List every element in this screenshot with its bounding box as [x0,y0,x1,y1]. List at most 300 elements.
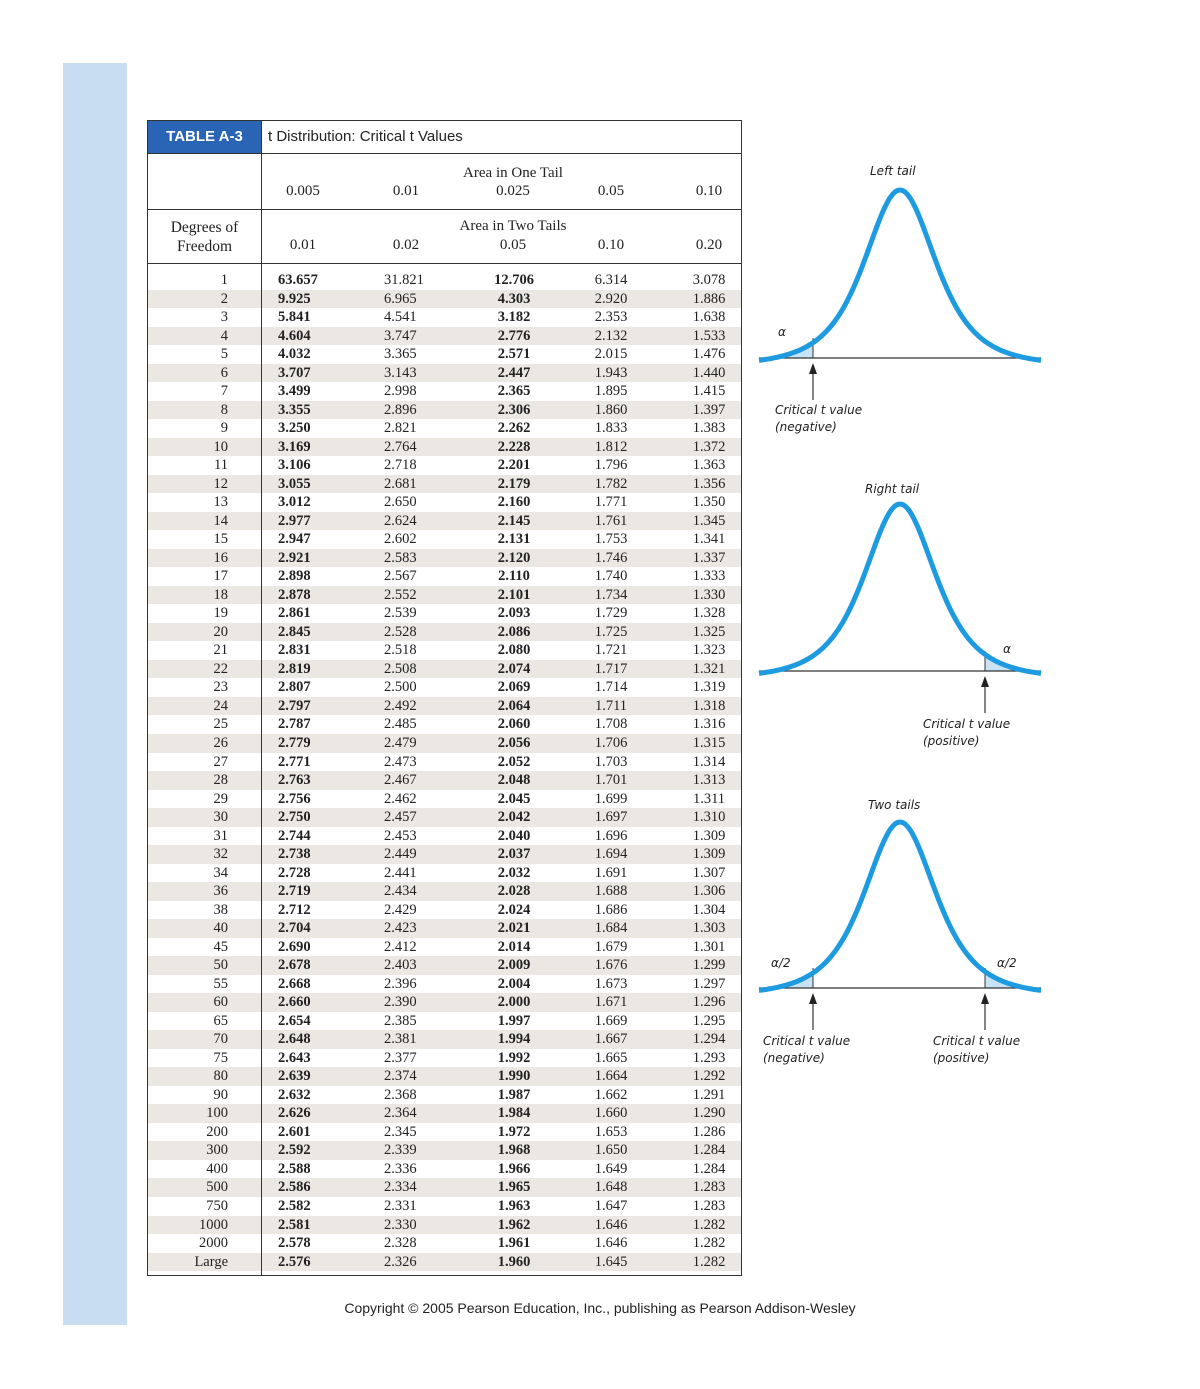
critical-value-cell: 1.350 [692,494,726,511]
critical-value-cell: 2.364 [384,1105,417,1122]
two-tails-caption-right-line2: (positive) [933,1051,990,1065]
critical-value-cell: 1.328 [692,605,726,622]
critical-value-cell: 1.301 [692,938,726,955]
critical-value-cell: 12.706 [494,272,534,288]
critical-value-cell: 2.750 [278,809,311,826]
df-cell: 75 [213,1049,228,1066]
df-cell: 300 [206,1142,228,1159]
df-cell: 27 [213,753,228,770]
critical-value-cell: 2.015 [594,346,628,363]
df-cell: 23 [213,679,228,696]
critical-value-cell: 2.048 [497,772,531,789]
critical-value-cell: 1.649 [594,1160,628,1177]
critical-value-cell: 2.508 [384,660,417,677]
row-band [148,512,741,531]
critical-value-cell: 2.764 [384,438,417,455]
critical-value-cell: 1.397 [692,401,726,418]
critical-value-cell: 2.771 [278,753,311,770]
critical-value-cell: 4.032 [278,346,311,363]
critical-value-cell: 2.977 [278,512,311,529]
two-tails-figure [755,790,1045,1080]
critical-value-cell: 4.541 [384,309,417,326]
critical-value-cell: 2.602 [384,531,417,548]
critical-value-cell: 2.434 [384,883,417,900]
left-tail-arrow-head [809,363,817,374]
critical-value-cell: 1.299 [692,957,726,974]
critical-value-cell: 2.328 [384,1235,417,1252]
critical-value-cell: 1.283 [692,1179,726,1196]
critical-value-cell: 2.000 [497,994,531,1011]
critical-value-cell: 2.776 [497,327,531,344]
two-tails-caption-left [763,1033,850,1067]
critical-value-cell: 2.518 [384,642,417,659]
critical-value-cell: 2.009 [497,957,531,974]
critical-value-cell: 1.294 [692,1031,726,1048]
critical-value-cell: 6.965 [384,290,417,307]
right-tail-alpha: α [1003,642,1011,656]
df-cell: 21 [213,642,228,659]
critical-value-cell: 2.228 [497,438,531,455]
critical-value-cell: 2.045 [497,790,531,807]
critical-value-cell: 1.943 [594,364,628,381]
df-column-divider [261,121,262,1275]
critical-value-cell: 2.797 [278,697,311,714]
critical-value-cell: 1.701 [594,772,628,789]
critical-value-cell: 2.668 [278,975,311,992]
critical-value-cell: 1.283 [692,1198,726,1214]
critical-value-cell: 1.667 [594,1031,628,1048]
critical-value-cell: 2.441 [384,864,417,881]
df-cell: 45 [213,938,228,955]
critical-value-cell: 1.316 [692,716,726,733]
critical-value-cell: 1.968 [497,1142,531,1159]
df-label [148,218,261,256]
row-band [148,1067,741,1086]
df-cell: 22 [213,660,228,677]
critical-value-cell: 2.744 [278,827,311,844]
critical-value-cell: 2.492 [384,697,417,714]
critical-value-cell: 2.821 [384,420,417,437]
critical-value-cell: 2.479 [384,735,417,751]
df-cell: 20 [213,623,228,640]
critical-value-cell: 2.947 [278,531,311,548]
df-cell: 1 [220,272,228,288]
critical-value-cell: 2.024 [497,901,531,918]
critical-value-cell: 1.987 [497,1086,531,1103]
critical-value-cell: 1.533 [692,327,726,344]
df-cell: 31 [213,827,228,844]
critical-value-cell: 2.581 [278,1216,311,1233]
critical-value-cell: 5.841 [278,309,311,326]
critical-value-cell: 2.639 [278,1068,311,1085]
row-band [148,1141,741,1160]
critical-value-cell: 3.707 [278,364,311,381]
row-band [148,660,741,679]
critical-value-cell: 2.429 [384,901,417,918]
critical-value-cell: 2.353 [594,309,628,326]
critical-value-cell: 1.372 [692,438,726,455]
critical-value-cell: 1.771 [594,494,628,511]
critical-value-cell: 2.552 [384,586,417,603]
critical-value-cell: 2.334 [384,1179,417,1196]
df-cell: 8 [220,401,228,418]
critical-value-cell: 2.374 [384,1068,417,1085]
critical-value-cell: 2.064 [497,697,531,714]
df-cell: Large [194,1253,228,1270]
critical-value-cell: 2.473 [384,753,417,770]
table-title-row [148,121,741,154]
critical-value-cell: 1.304 [692,901,726,918]
critical-value-cell: 1.782 [594,475,628,492]
row-band [148,734,741,753]
critical-value-cell: 2.069 [497,679,531,696]
critical-value-cell: 2.201 [497,457,531,474]
critical-value-cell: 3.078 [692,272,726,288]
critical-value-cell: 3.055 [278,475,311,492]
critical-value-cell: 3.747 [384,327,417,344]
critical-value-cell: 2.681 [384,475,417,492]
critical-value-cell: 1.293 [692,1049,726,1066]
row-band [148,290,741,309]
critical-value-cell: 1.292 [692,1068,726,1085]
critical-value-cell: 1.337 [692,549,726,566]
right-tail-title: Right tail [865,482,920,496]
df-cell: 29 [213,790,228,807]
critical-value-cell: 2.086 [497,623,531,640]
critical-value-cell: 1.699 [594,790,628,807]
critical-value-cell: 2.179 [497,475,531,492]
critical-value-cell: 2.528 [384,623,417,640]
critical-value-cell: 1.679 [594,938,628,955]
left-tail-caption-line1: Critical t value [775,403,863,417]
critical-value-cell: 2.052 [497,753,531,770]
critical-value-cell: 2.787 [278,716,311,733]
critical-value-cell: 1.671 [594,994,628,1011]
df-cell: 80 [213,1068,228,1085]
critical-value-cell: 2.145 [497,512,531,529]
two-tail-value: 0.10 [597,237,625,253]
critical-value-cell: 2.080 [497,642,531,659]
critical-value-cell: 3.250 [278,420,311,437]
critical-value-cell: 2.365 [497,383,531,400]
critical-value-cell: 3.169 [278,438,311,455]
df-cell: 60 [213,994,228,1011]
critical-value-cell: 1.330 [692,586,726,603]
critical-value-cell: 1.333 [692,568,726,585]
critical-value-cell: 1.708 [594,716,628,733]
row-band [148,1178,741,1197]
df-cell: 5 [220,346,228,363]
critical-value-cell: 1.307 [692,864,726,881]
df-cell: 24 [213,697,228,714]
df-label-line2: Freedom [176,238,233,255]
critical-value-cell: 2.120 [497,549,531,566]
right-tail-caption [923,716,1010,750]
one-tail-value: 0.01 [392,183,420,199]
critical-value-cell: 1.665 [594,1049,628,1066]
df-cell: 38 [213,901,228,918]
left-tail-curve [759,190,1041,360]
critical-value-cell: 2.588 [278,1160,311,1177]
two-tail-value: 0.01 [289,237,317,253]
critical-value-cell: 1.721 [594,642,628,659]
critical-value-cell: 2.998 [384,383,417,400]
df-cell: 750 [206,1198,228,1214]
critical-value-cell: 1.323 [692,642,726,659]
critical-value-cell: 9.925 [278,290,311,307]
critical-value-cell: 2.756 [278,790,311,807]
critical-value-cell: 1.860 [594,401,628,418]
critical-value-cell: 2.539 [384,605,417,622]
df-cell: 11 [214,457,228,474]
critical-value-cell: 1.295 [692,1012,726,1029]
df-cell: 50 [213,957,228,974]
critical-value-cell: 2.567 [384,568,417,585]
critical-value-cell: 1.714 [594,679,628,696]
critical-value-cell: 2.660 [278,994,311,1011]
critical-value-cell: 2.738 [278,846,311,863]
critical-value-cell: 6.314 [594,272,628,288]
two-tails-caption-right [933,1033,1020,1067]
critical-value-cell: 1.664 [594,1068,628,1085]
critical-value-cell: 1.415 [692,383,726,400]
left-tail-caption-line2: (negative) [775,420,837,434]
df-cell: 14 [213,512,228,529]
critical-value-cell: 1.341 [692,531,726,548]
critical-value-cell: 1.319 [692,679,726,696]
critical-value-cell: 1.318 [692,697,726,714]
critical-value-cell: 1.833 [594,420,628,437]
critical-value-cell: 1.647 [594,1198,628,1214]
critical-value-cell: 1.990 [497,1068,531,1085]
critical-value-cell: 4.303 [497,290,531,307]
critical-value-cell: 3.143 [384,364,417,381]
critical-value-cell: 1.345 [692,512,726,529]
one-tail-label: Area in One Tail [463,165,563,181]
critical-value-cell: 2.626 [278,1105,311,1122]
two-tails-arrow-head-left [809,993,817,1004]
row-band [148,771,741,790]
critical-value-cell: 1.669 [594,1012,628,1029]
critical-value-cell: 1.812 [594,438,628,455]
two-tails-arrow-head-right [981,993,989,1004]
critical-value-cell: 2.763 [278,772,311,789]
critical-value-cell: 2.368 [384,1086,417,1103]
two-tail-label: Area in Two Tails [459,218,567,234]
critical-value-cell: 2.586 [278,1179,311,1196]
side-band [63,63,127,1325]
critical-value-cell: 2.306 [497,401,531,418]
critical-value-cell: 3.012 [278,494,311,511]
critical-value-cell: 2.601 [278,1123,311,1140]
critical-value-cell: 63.657 [278,272,318,288]
critical-value-cell: 2.423 [384,920,417,937]
df-cell: 18 [213,586,228,603]
critical-value-cell: 2.385 [384,1012,417,1029]
two-tail-value: 0.05 [499,237,527,253]
critical-value-cell: 2.704 [278,920,311,937]
critical-value-cell: 2.462 [384,790,417,807]
critical-value-cell: 1.363 [692,457,726,474]
row-band [148,993,741,1012]
row-band [148,956,741,975]
critical-value-cell: 2.650 [384,494,417,511]
critical-value-cell: 1.296 [692,994,726,1011]
critical-value-cell: 2.896 [384,401,417,418]
df-cell: 55 [213,975,228,992]
critical-value-cell: 2.500 [384,679,417,696]
df-cell: 7 [220,383,228,400]
critical-value-cell: 1.984 [497,1105,531,1122]
row-band [148,586,741,605]
critical-value-cell: 2.042 [497,809,531,826]
critical-value-cell: 3.499 [278,383,311,400]
row-band [148,1253,741,1272]
one-tail-value: 0.025 [496,183,530,199]
df-cell: 19 [213,605,228,622]
critical-value-cell: 2.624 [384,512,417,529]
critical-value-cell: 1.290 [692,1105,726,1122]
df-cell: 10 [213,438,228,455]
critical-value-cell: 1.729 [594,605,628,622]
critical-value-cell: 2.262 [497,420,531,437]
critical-value-cell: 1.703 [594,753,628,770]
critical-value-cell: 1.746 [594,549,628,566]
critical-value-cell: 1.303 [692,920,726,937]
critical-value-cell: 1.315 [692,735,726,751]
critical-value-cell: 1.284 [692,1142,726,1159]
critical-value-cell: 1.740 [594,568,628,585]
critical-value-cell: 2.336 [384,1160,417,1177]
critical-value-cell: 2.345 [384,1123,417,1140]
df-cell: 25 [213,716,228,733]
critical-value-cell: 1.286 [692,1123,726,1140]
critical-value-cell: 2.719 [278,883,311,900]
critical-value-cell: 2.807 [278,679,311,696]
df-cell: 2000 [199,1235,228,1252]
critical-value-cell: 3.355 [278,401,311,418]
critical-value-cell: 1.725 [594,623,628,640]
critical-value-cell: 1.963 [497,1198,531,1214]
critical-value-cell: 2.920 [594,290,628,307]
critical-value-cell: 1.686 [594,901,628,918]
critical-value-cell: 2.412 [384,938,417,955]
left-tail-graph [755,160,1045,440]
df-cell: 400 [206,1160,228,1177]
critical-value-cell: 2.326 [384,1253,417,1270]
critical-value-cell: 1.284 [692,1160,726,1177]
table-title: t Distribution: Critical t Values [268,128,463,145]
right-tail-caption-line2: (positive) [923,734,980,748]
critical-value-cell: 1.282 [692,1235,726,1252]
df-cell: 100 [206,1105,228,1122]
critical-value-cell: 1.992 [497,1049,531,1066]
critical-value-cell: 1.706 [594,735,628,751]
critical-value-cell: 1.306 [692,883,726,900]
df-cell: 500 [206,1179,228,1196]
df-cell: 40 [213,920,228,937]
left-tail-alpha: α [778,325,786,339]
critical-value-cell: 31.821 [384,272,424,288]
critical-value-cell: 2.037 [497,846,531,863]
critical-value-cell: 2.578 [278,1235,311,1252]
critical-value-cell: 2.648 [278,1031,311,1048]
critical-value-cell: 2.390 [384,994,417,1011]
df-cell: 15 [213,531,228,548]
critical-value-cell: 1.383 [692,420,726,437]
critical-value-cell: 2.583 [384,549,417,566]
critical-value-cell: 2.457 [384,809,417,826]
row-band [148,475,741,494]
critical-value-cell: 1.653 [594,1123,628,1140]
df-cell: 13 [213,494,228,511]
critical-value-cell: 2.396 [384,975,417,992]
critical-value-cell: 1.356 [692,475,726,492]
critical-value-cell: 2.632 [278,1086,311,1103]
left-tail-title: Left tail [870,164,916,178]
critical-value-cell: 2.447 [497,364,531,381]
df-cell: 4 [220,327,228,344]
critical-value-cell: 2.712 [278,901,311,918]
critical-value-cell: 1.972 [497,1123,531,1140]
df-label-line1: Degrees of [170,219,239,236]
critical-value-cell: 2.331 [384,1198,417,1214]
critical-value-cell: 2.056 [497,735,531,751]
df-cell: 26 [213,735,228,751]
critical-value-cell: 2.571 [497,346,531,363]
critical-value-cell: 1.691 [594,864,628,881]
critical-value-cell: 1.960 [497,1253,531,1270]
critical-value-cell: 2.110 [498,568,530,585]
critical-value-cell: 2.060 [497,716,531,733]
critical-value-cell: 2.861 [278,605,311,622]
critical-value-cell: 2.330 [384,1216,417,1233]
two-tails-caption-right-line1: Critical t value [933,1034,1021,1048]
critical-value-cell: 1.676 [594,957,628,974]
critical-value-cell: 2.654 [278,1012,311,1029]
df-cell: 32 [213,846,228,863]
critical-value-cell: 2.004 [497,975,531,992]
row-band [148,882,741,901]
df-cell: 17 [213,568,228,585]
df-cell: 65 [213,1012,228,1029]
critical-value-cell: 1.761 [594,512,628,529]
critical-value-cell: 1.965 [497,1179,531,1196]
row-band [148,623,741,642]
critical-value-cell: 2.131 [497,531,531,548]
row-band [148,327,741,346]
df-cell: 6 [220,364,228,381]
critical-value-cell: 2.014 [497,938,531,955]
critical-value-cell: 1.966 [497,1160,531,1177]
critical-value-cell: 1.660 [594,1105,628,1122]
row-band [148,1216,741,1235]
row-band [148,364,741,383]
critical-value-cell: 2.381 [384,1031,417,1048]
critical-value-cell: 2.485 [384,716,417,733]
df-cell: 2 [220,290,228,307]
row-band [148,808,741,827]
df-cell: 36 [213,883,228,900]
critical-value-cell: 2.643 [278,1049,311,1066]
one-tail-value: 0.05 [597,183,625,199]
right-tail-figure [755,476,1045,766]
df-cell: 3 [220,309,228,326]
critical-value-cell: 1.796 [594,457,628,474]
critical-value-cell: 2.093 [497,605,531,622]
row-band [148,919,741,938]
critical-value-cell: 3.106 [278,457,311,474]
